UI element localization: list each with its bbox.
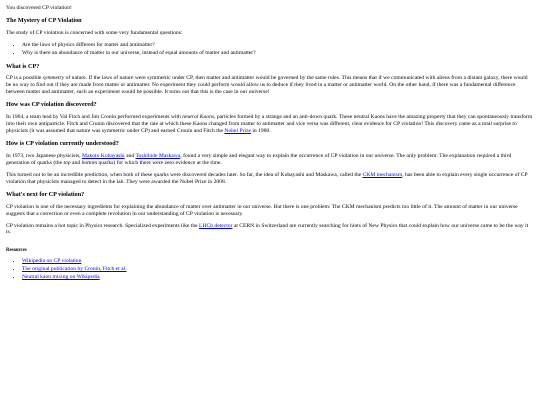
text: and (70, 159, 82, 166)
text: in 1980. (250, 128, 271, 135)
resources-heading: Resources (6, 248, 27, 254)
text: In 1964, a team lead by Val Fitch and Jim Cronin performed experiments with (6, 114, 183, 121)
section-heading-understood: How is CP violation currently understood? (6, 140, 119, 148)
next-paragraph-1: CP violation is one of the necessary ingredients for explaining the abundance of matter over antimatter in our universe. But there is one problem: The CKM mechanism predicts too little of it. The amount of matter in our universe suggests that a correction or even a complete revolution in our understanding of CP violation is necessary. (6, 203, 518, 217)
kobayashi-link[interactable]: Makoto Kobayashi (81, 152, 125, 159)
resource-link-kaon-mixing[interactable]: Neutral kaon mixing on Wikipedia (22, 274, 100, 281)
understood-paragraph-1 (6, 153, 534, 167)
understood-paragraph-2 (6, 172, 534, 186)
resource-link-original-publication[interactable]: The original publication by Cronin, Fitch et al. (22, 266, 127, 273)
intro-paragraph: The study of CP violation is concerned with some very fundamental questions: (6, 29, 183, 36)
ckm-mechanism-link[interactable]: CKM mechanism (362, 171, 403, 178)
text: CP is a possible (6, 75, 43, 82)
text: , found a very simple and elegant way to explain the occurrence of CP violation in our universe. The only problem: The explanation required a third generation of quarks (the (6, 152, 512, 166)
resource-link-wikipedia-cp[interactable]: Wikipedia on CP violation (22, 258, 82, 265)
emphasis: bottom (81, 159, 98, 166)
text: quarks) for which there were zero evidence at the time. (97, 159, 222, 166)
emphasis: top (63, 159, 71, 166)
resources-list (6, 258, 534, 281)
discovered-paragraph (6, 114, 534, 135)
list-item: • Why is there an abundance of matter in our universe, instead of equal amounts of matter and antimatter? (22, 50, 534, 57)
section-heading-discovered: How was CP violation discovered? (6, 101, 97, 109)
maskawa-link[interactable]: Toshihide Maskawa (135, 152, 181, 159)
text: CP violation remains a hot topic in Physics research. Specialized experiments like the (6, 222, 200, 229)
text: , has been able to explain every single occurrence of CP violation that physicists managed to detect in the lab. They were awarded the Nobel Prize in 2008. (6, 171, 528, 185)
nobel-prize-link[interactable]: Nobel Prize (224, 128, 251, 135)
list-item: • Are the laws of physics different for matter and antimatter? (22, 42, 534, 49)
list-item (22, 266, 534, 273)
text: In 1973, two Japanese physicists, (6, 152, 82, 159)
emphasis: neutral Kaons (182, 114, 215, 121)
list-item (22, 274, 534, 281)
section-heading-next: What's next for CP violation? (6, 190, 85, 198)
text: of nature. If the laws of nature were symmetric under CP, then matter and antimatter would be governed by the same rules. This means that if we communicated with aliens from a distant galaxy, there would be no way to find out if they are made from matter or antimatter. No experiment they could perform would allow us to deduce if they lived in a matter or antimatter world. On the other hand, if there was a fundamental difference between matter and antimatter, such an experiment would be possible. It turns out that this is the case in our universe! (6, 75, 528, 96)
list-item (22, 258, 534, 265)
text: at CERN in Switzerland are currently searching for hints of New Physics that could explain how our universe came to be the way it is. (6, 222, 529, 236)
questions-list (6, 42, 534, 57)
what-is-cp-paragraph (6, 75, 534, 96)
next-paragraph-2 (6, 223, 534, 237)
page-title: The Mystery of CP Violation (6, 16, 82, 24)
top-line: You discovered CP violation! (6, 5, 72, 11)
lhcb-detector-link[interactable]: LHCb detector (199, 222, 233, 229)
emphasis: symmetry (42, 75, 65, 82)
text: This turned out to be an incredible prediction, when both of these quarks were discovered decades later. So far, the idea of Kobayashi and Maskawa, called the (6, 171, 363, 178)
text: , particles formed by a strange and an anti-down quark. These neutral Kaons have the amazing property that they can spontaneously transform into their own antiparticle. Fitch and Cronin discovered that the rate at which these Kaons changed from matter to antimatter and vice versa was different, clear evidence for CP violation! This discovery came as a total surprise to physicists (it was assumed that nature was symmetric under CP) and earned Cronin and Fitch the (6, 114, 533, 135)
text: and (124, 152, 136, 159)
section-heading-what-is-cp: What is CP? (6, 62, 40, 70)
